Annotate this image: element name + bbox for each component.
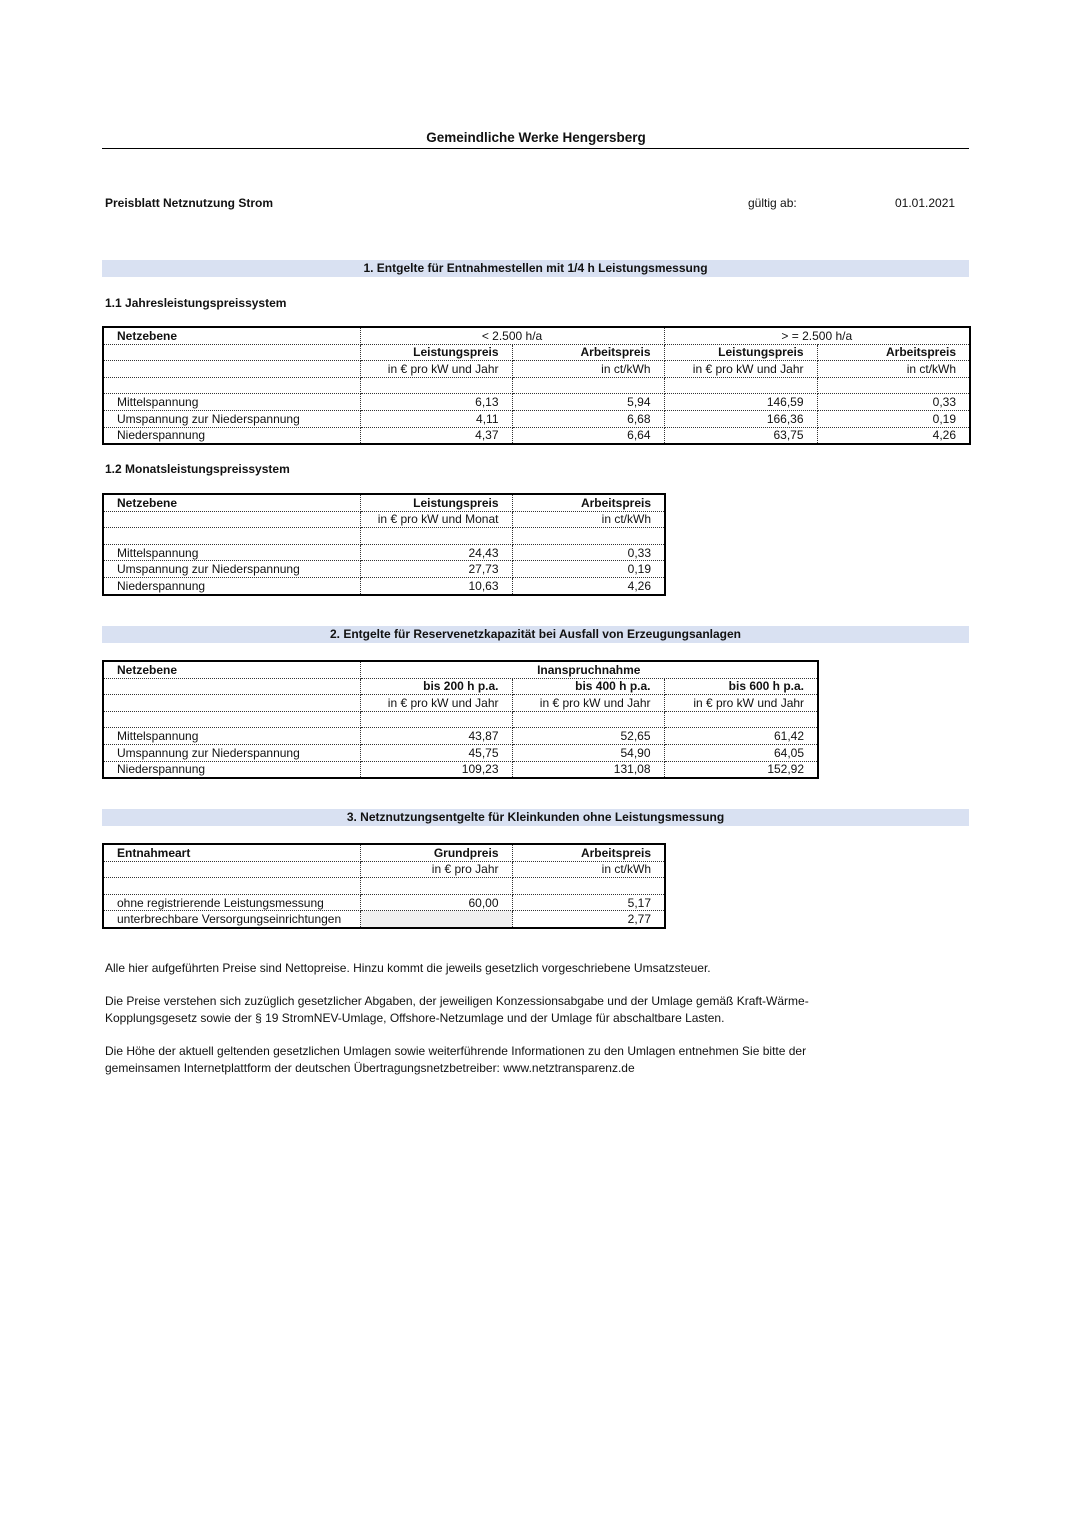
section-1-heading: 1. Entgelte für Entnahmestellen mit 1/4 h Leistungsmessung bbox=[102, 260, 969, 277]
cell-value: 0,33 bbox=[512, 544, 665, 561]
cell-value: 146,59 bbox=[664, 394, 817, 411]
table-row bbox=[103, 427, 970, 444]
note-levies-line-2: Kopplungsgesetz sowie der § 19 StromNEV-Umlage, Offshore-Netzumlage und der Umlage für abschaltbare Lasten. bbox=[105, 1011, 725, 1025]
cell-value: 60,00 bbox=[360, 894, 512, 911]
unit-label: in € pro kW und Jahr bbox=[360, 695, 512, 712]
table-row bbox=[103, 561, 665, 578]
cell-value: 4,11 bbox=[360, 410, 512, 427]
cell-value: 6,64 bbox=[512, 427, 664, 444]
cell-value: 10,63 bbox=[360, 577, 512, 594]
row-type: unterbrechbare Versorgungseinrichtungen bbox=[103, 911, 360, 928]
group-header-usage: Inanspruchnahme bbox=[360, 661, 818, 678]
cell-value: 152,92 bbox=[664, 761, 818, 778]
unit-label: in € pro kW und Jahr bbox=[664, 695, 818, 712]
cell-value: 63,75 bbox=[664, 427, 817, 444]
unit-grundpreis: in € pro Jahr bbox=[360, 861, 512, 878]
cell-value: 4,26 bbox=[817, 427, 970, 444]
cell-value: 0,33 bbox=[817, 394, 970, 411]
col-header-arbeitspreis: Arbeitspreis bbox=[512, 844, 665, 861]
subsection-1-2-title: 1.2 Monatsleistungspreissystem bbox=[105, 462, 290, 476]
col-header-level: Netzebene bbox=[103, 661, 360, 678]
col-header-level: Netzebene bbox=[103, 327, 360, 344]
col-header-arbeitspreis: Arbeitspreis bbox=[512, 344, 664, 361]
cell-value: 5,17 bbox=[512, 894, 665, 911]
row-level: Niederspannung bbox=[103, 427, 360, 444]
group-header-high: > = 2.500 h/a bbox=[664, 327, 970, 344]
row-type: ohne registrierende Leistungsmessung bbox=[103, 894, 360, 911]
unit-leistungspreis: in € pro kW und Monat bbox=[360, 511, 512, 528]
company-name: Gemeindliche Werke Hengersberg bbox=[426, 130, 646, 145]
row-level: Umspannung zur Niederspannung bbox=[103, 410, 360, 427]
unit-arbeitspreis: in ct/kWh bbox=[512, 861, 665, 878]
cell-value: 52,65 bbox=[512, 728, 664, 745]
document-title: Preisblatt Netznutzung Strom bbox=[105, 196, 274, 210]
table-row bbox=[103, 744, 818, 761]
header-rule bbox=[102, 148, 969, 149]
table-row bbox=[103, 894, 665, 911]
row-level: Umspannung zur Niederspannung bbox=[103, 744, 360, 761]
col-header-grundpreis: Grundpreis bbox=[360, 844, 512, 861]
annual-price-table bbox=[102, 326, 971, 445]
col-header-400h: bis 400 h p.a. bbox=[512, 678, 664, 695]
col-header-leistungspreis: Leistungspreis bbox=[360, 494, 512, 511]
table-row bbox=[103, 728, 818, 745]
unit-leistungspreis: in € pro kW und Jahr bbox=[664, 361, 817, 378]
cell-value: 45,75 bbox=[360, 744, 512, 761]
table-row bbox=[103, 544, 665, 561]
unit-leistungspreis: in € pro kW und Jahr bbox=[360, 361, 512, 378]
unit-arbeitspreis: in ct/kWh bbox=[512, 511, 665, 528]
row-level: Umspannung zur Niederspannung bbox=[103, 561, 360, 578]
cell-value: 5,94 bbox=[512, 394, 664, 411]
cell-value: 0,19 bbox=[817, 410, 970, 427]
col-header-level: Netzebene bbox=[103, 494, 360, 511]
unit-arbeitspreis: in ct/kWh bbox=[512, 361, 664, 378]
group-header-low: < 2.500 h/a bbox=[360, 327, 664, 344]
valid-from-date: 01.01.2021 bbox=[895, 196, 956, 210]
section-3-heading: 3. Netznutzungsentgelte für Kleinkunden ohne Leistungsmessung bbox=[102, 809, 969, 826]
section-2-heading: 2. Entgelte für Reservenetzkapazität bei Ausfall von Erzeugungsanlagen bbox=[102, 626, 969, 643]
table-row bbox=[103, 761, 818, 778]
small-customer-table bbox=[102, 843, 666, 929]
note-levies-line-1: Die Preise verstehen sich zuzüglich gesetzlicher Abgaben, der jeweiligen Konzessionsabgabe und der Umlage gemäß Kraft-Wärme- bbox=[105, 994, 809, 1008]
cell-value: 166,36 bbox=[664, 410, 817, 427]
note-info-line-1: Die Höhe der aktuell geltenden gesetzlichen Umlagen sowie weiterführende Informationen zu den Umlagen entnehmen Sie bitte der bbox=[105, 1044, 807, 1058]
cell-value: 27,73 bbox=[360, 561, 512, 578]
cell-value: 54,90 bbox=[512, 744, 664, 761]
row-level: Mittelspannung bbox=[103, 728, 360, 745]
unit-label: in € pro kW und Jahr bbox=[512, 695, 664, 712]
table-row bbox=[103, 394, 970, 411]
col-header-600h: bis 600 h p.a. bbox=[664, 678, 818, 695]
unit-arbeitspreis: in ct/kWh bbox=[817, 361, 970, 378]
note-net-prices: Alle hier aufgeführten Preise sind Nettopreise. Hinzu kommt die jeweils gesetzlich vorgeschriebene Umsatzsteuer. bbox=[105, 961, 711, 975]
reserve-capacity-table bbox=[102, 660, 819, 779]
cell-value: 2,77 bbox=[512, 911, 665, 928]
valid-from-label: gültig ab: bbox=[748, 196, 797, 210]
cell-value: 61,42 bbox=[664, 728, 818, 745]
col-header-200h: bis 200 h p.a. bbox=[360, 678, 512, 695]
cell-value: 0,19 bbox=[512, 561, 665, 578]
cell-value bbox=[360, 911, 512, 928]
table-row bbox=[103, 911, 665, 928]
col-header-arbeitspreis: Arbeitspreis bbox=[512, 494, 665, 511]
cell-value: 6,68 bbox=[512, 410, 664, 427]
subsection-1-1-title: 1.1 Jahresleistungspreissystem bbox=[105, 296, 287, 310]
row-level: Mittelspannung bbox=[103, 544, 360, 561]
cell-value: 109,23 bbox=[360, 761, 512, 778]
row-level: Niederspannung bbox=[103, 577, 360, 594]
cell-value: 131,08 bbox=[512, 761, 664, 778]
col-header-type: Entnahmeart bbox=[103, 844, 360, 861]
col-header-leistungspreis: Leistungspreis bbox=[360, 344, 512, 361]
col-header-leistungspreis: Leistungspreis bbox=[664, 344, 817, 361]
cell-value: 43,87 bbox=[360, 728, 512, 745]
monthly-price-table bbox=[102, 493, 666, 596]
cell-value: 6,13 bbox=[360, 394, 512, 411]
table-row bbox=[103, 410, 970, 427]
cell-value: 4,37 bbox=[360, 427, 512, 444]
row-level: Mittelspannung bbox=[103, 394, 360, 411]
table-row bbox=[103, 577, 665, 594]
col-header-arbeitspreis: Arbeitspreis bbox=[817, 344, 970, 361]
cell-value: 24,43 bbox=[360, 544, 512, 561]
cell-value: 4,26 bbox=[512, 577, 665, 594]
row-level: Niederspannung bbox=[103, 761, 360, 778]
note-info-line-2: gemeinsamen Internetplattform der deutschen Übertragungsnetzbetreiber: www.netztransparenz.de bbox=[105, 1061, 635, 1075]
cell-value: 64,05 bbox=[664, 744, 818, 761]
